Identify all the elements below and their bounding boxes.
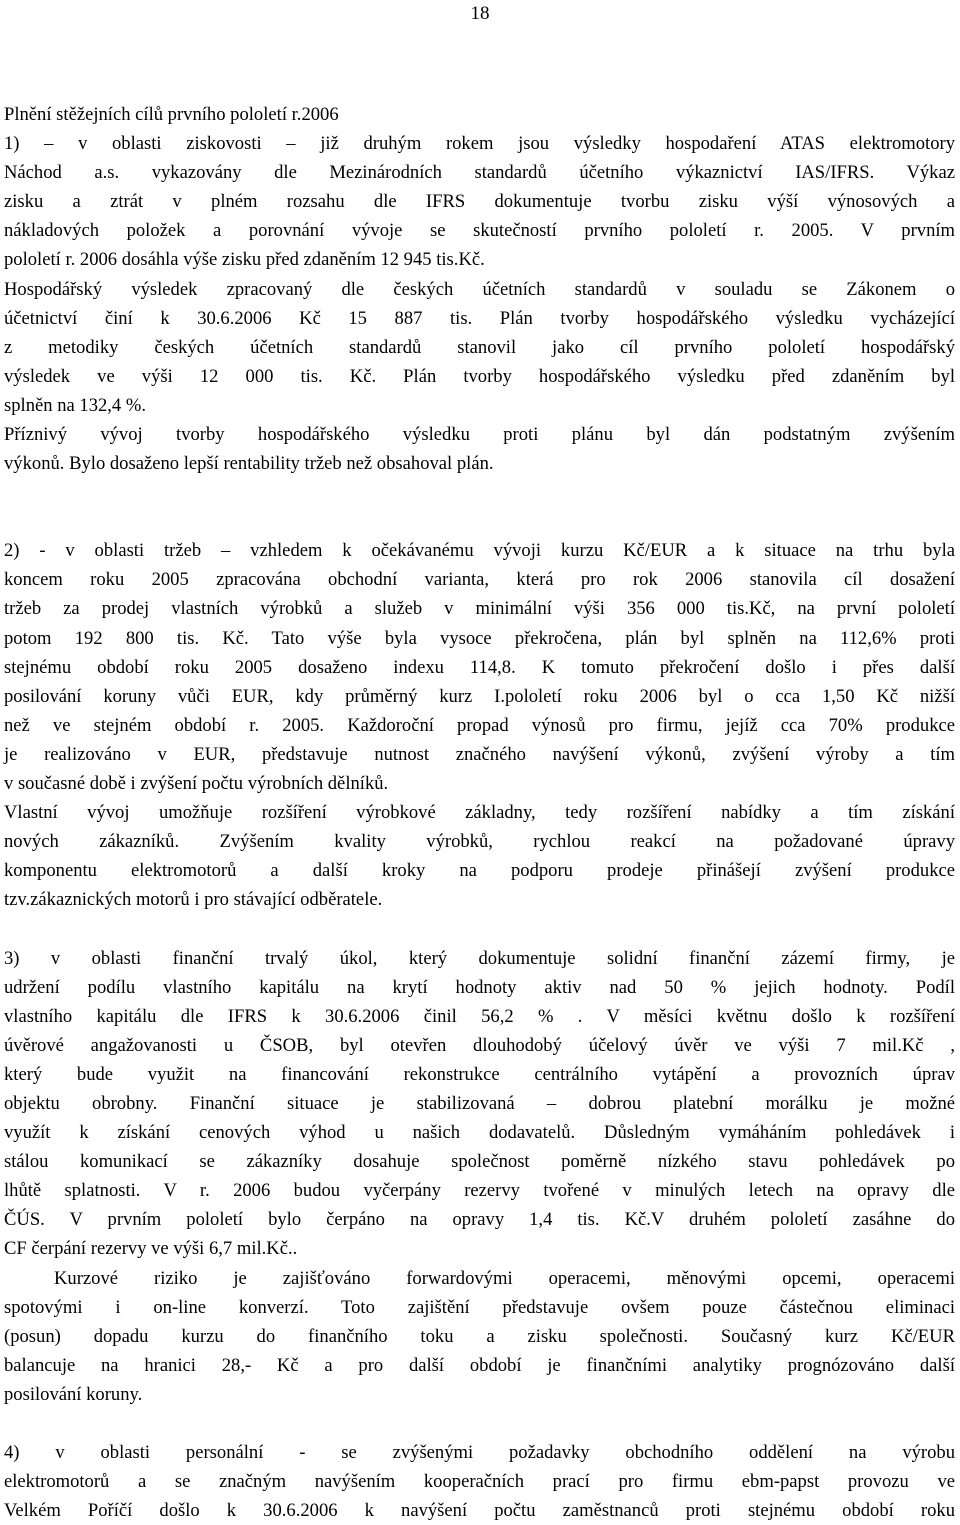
text-line: zisku a ztrát v plném rozsahu dle IFRS dokumentuje tvorbu zisku výší výnosových a xyxy=(4,191,955,213)
text-line: (posun) dopadu kurzu do finančního toku a zisku společnosti. Současný kurz Kč/EUR xyxy=(4,1325,955,1347)
text-line: koncem roku 2005 zpracována obchodní varianta, která pro rok 2006 stanovila cíl dosažení xyxy=(4,569,955,591)
text-line: než ve stejném období r. 2005. Každoroční propad výnosů pro firmu, jejíž cca 70% produkce xyxy=(4,714,955,736)
text-line: Hospodářský výsledek zpracovaný dle českých účetních standardů v souladu se Zákonem o xyxy=(4,278,955,300)
section-revenue xyxy=(4,536,955,914)
text-line: který bude využit na financování rekonstrukce centrálního vytápění a provozních úprav xyxy=(4,1063,955,1085)
text-line: potom 192 800 tis. Kč. Tato výše byla vysoce překročena, plán byl splněn na 112,6% proti xyxy=(4,627,955,649)
text-line: 3) v oblasti finanční trvalý úkol, který dokumentuje solidní finanční zázemí firmy, je xyxy=(4,947,955,969)
text-line: udržení podílu vlastního kapitálu na krytí hodnoty aktiv nad 50 % jejich hodnoty. Podíl xyxy=(4,976,955,998)
text-line: Vlastní vývoj umožňuje rozšíření výrobkové základny, tedy rozšíření nabídky a tím získání xyxy=(4,802,955,824)
text-line: vlastního kapitálu dle IFRS k 30.6.2006 činil 56,2 % . V měsíci květnu došlo k rozšíření xyxy=(4,1005,955,1027)
text-line: stejnému období roku 2005 dosaženo indexu 114,8. K tomuto překročení došlo i přes další xyxy=(4,656,955,678)
text-line: balancuje na hranici 28,- Kč a pro další období je finančními analytiky prognózováno další xyxy=(4,1354,955,1376)
text-line: Kurzové riziko je zajišťováno forwardovými operacemi, měnovými opcemi, operacemi xyxy=(54,1267,955,1289)
section-finance xyxy=(4,944,955,1410)
page-number: 18 xyxy=(470,3,490,24)
section-personnel xyxy=(4,1438,955,1525)
text-line: Příznivý vývoj tvorby hospodářského výsledku proti plánu byl dán podstatným zvýšením xyxy=(4,424,955,446)
text-line: 4) v oblasti personální - se zvýšenými požadavky obchodního oddělení na výrobu xyxy=(4,1442,955,1464)
section-profitability xyxy=(4,129,955,478)
text-line: posilování koruny vůči EUR, kdy průměrný kurz I.pololetí roku 2006 byl o cca 1,50 Kč nižší xyxy=(4,685,955,707)
text-line: z metodiky českých účetních standardů stanovil jako cíl prvního pololetí hospodářský xyxy=(4,336,955,358)
text-line: spotovými i on-line konverzí. Toto zajištění představuje ovšem pouze částečnou eliminaci xyxy=(4,1296,955,1318)
text-line: stálou komunikací se zákazníky dosahuje společnost poměrně nízkého stavu pohledávek po xyxy=(4,1151,955,1173)
text-line: využít k získání cenových výhod u našich dodavatelů. Důsledným vymáháním pohledávek i xyxy=(4,1122,955,1144)
text-line: nových zákazníků. Zvýšením kvality výrobků, rychlou reakcí na požadované úpravy xyxy=(4,831,955,853)
text-line: pololetí r. 2006 dosáhla výše zisku před zdaněním 12 945 tis.Kč. xyxy=(4,249,485,271)
heading: Plnění stěžejních cílů prvního pololetí r.2006 xyxy=(4,104,339,125)
text-line: 2) - v oblasti tržeb – vzhledem k očekávanému vývoji kurzu Kč/EUR a k situace na trhu byla xyxy=(4,540,955,562)
text-line: účetnictví činí k 30.6.2006 Kč 15 887 tis. Plán tvorby hospodářského výsledku vycházející xyxy=(4,307,955,329)
paragraph-gap xyxy=(4,1409,955,1438)
text-line: posilování koruny. xyxy=(4,1383,143,1405)
text-line: Náchod a.s. vykazovány dle Mezinárodních standardů účetního výkaznictví IAS/IFRS. Výkaz xyxy=(4,162,955,184)
text-line: je realizováno v EUR, představuje nutnost značného navýšení výkonů, zvýšení výroby a tím xyxy=(4,743,955,765)
text-line: v současné době i zvýšení počtu výrobních dělníků. xyxy=(4,772,389,794)
text-line: lhůtě splatnosti. V r. 2006 budou vyčerpány rezervy tvořené v minulých letech na opravy dle xyxy=(4,1180,955,1202)
text-line: úvěrové angažovanosti u ČSOB, byl otevřen dlouhodobý účelový úvěr ve výši 7 mil.Kč , xyxy=(4,1034,955,1056)
text-line: 1) – v oblasti ziskovosti – již druhým rokem jsou výsledky hospodaření ATAS elektromotory xyxy=(4,133,955,155)
text-line: elektromotorů a se značným navýšením kooperačních prací pro firmu ebm-papst provozu ve xyxy=(4,1471,955,1493)
paragraph-gap xyxy=(4,478,955,536)
text-line: výkonů. Bylo dosaženo lepší rentability tržeb než obsahoval plán. xyxy=(4,453,494,475)
text-line: ČÚS. V prvním pololetí bylo čerpáno na opravy 1,4 tis. Kč.V druhém pololetí zasáhne do xyxy=(4,1209,955,1231)
text-line: tzv.zákaznických motorů i pro stávající odběratele. xyxy=(4,889,383,911)
paragraph-gap xyxy=(4,914,955,943)
text-line: Velkém Poříčí došlo k 30.6.2006 k navýšení počtu zaměstnanců proti stejnému období roku xyxy=(4,1500,955,1522)
text-line: nákladových položek a porovnání vývoje se skutečností prvního pololetí r. 2005. V prvním xyxy=(4,220,955,242)
text-line: objektu obrobny. Finanční situace je stabilizovaná – dobrou platební morálku je možné xyxy=(4,1093,955,1114)
text-line: splněn na 132,4 %. xyxy=(4,394,147,416)
text-line: výsledek ve výši 12 000 tis. Kč. Plán tvorby hospodářského výsledku před zdaněním byl xyxy=(4,365,955,387)
text-line: komponentu elektromotorů a další kroky na podporu prodeje přinášejí zvýšení produkce xyxy=(4,860,955,882)
text-line: CF čerpání rezervy ve výši 6,7 mil.Kč.. xyxy=(4,1238,298,1260)
document-body xyxy=(4,100,955,1525)
text-line: tržeb za prodej vlastních výrobků a služeb v minimální výši 356 000 tis.Kč, na první pololetí xyxy=(4,598,955,620)
